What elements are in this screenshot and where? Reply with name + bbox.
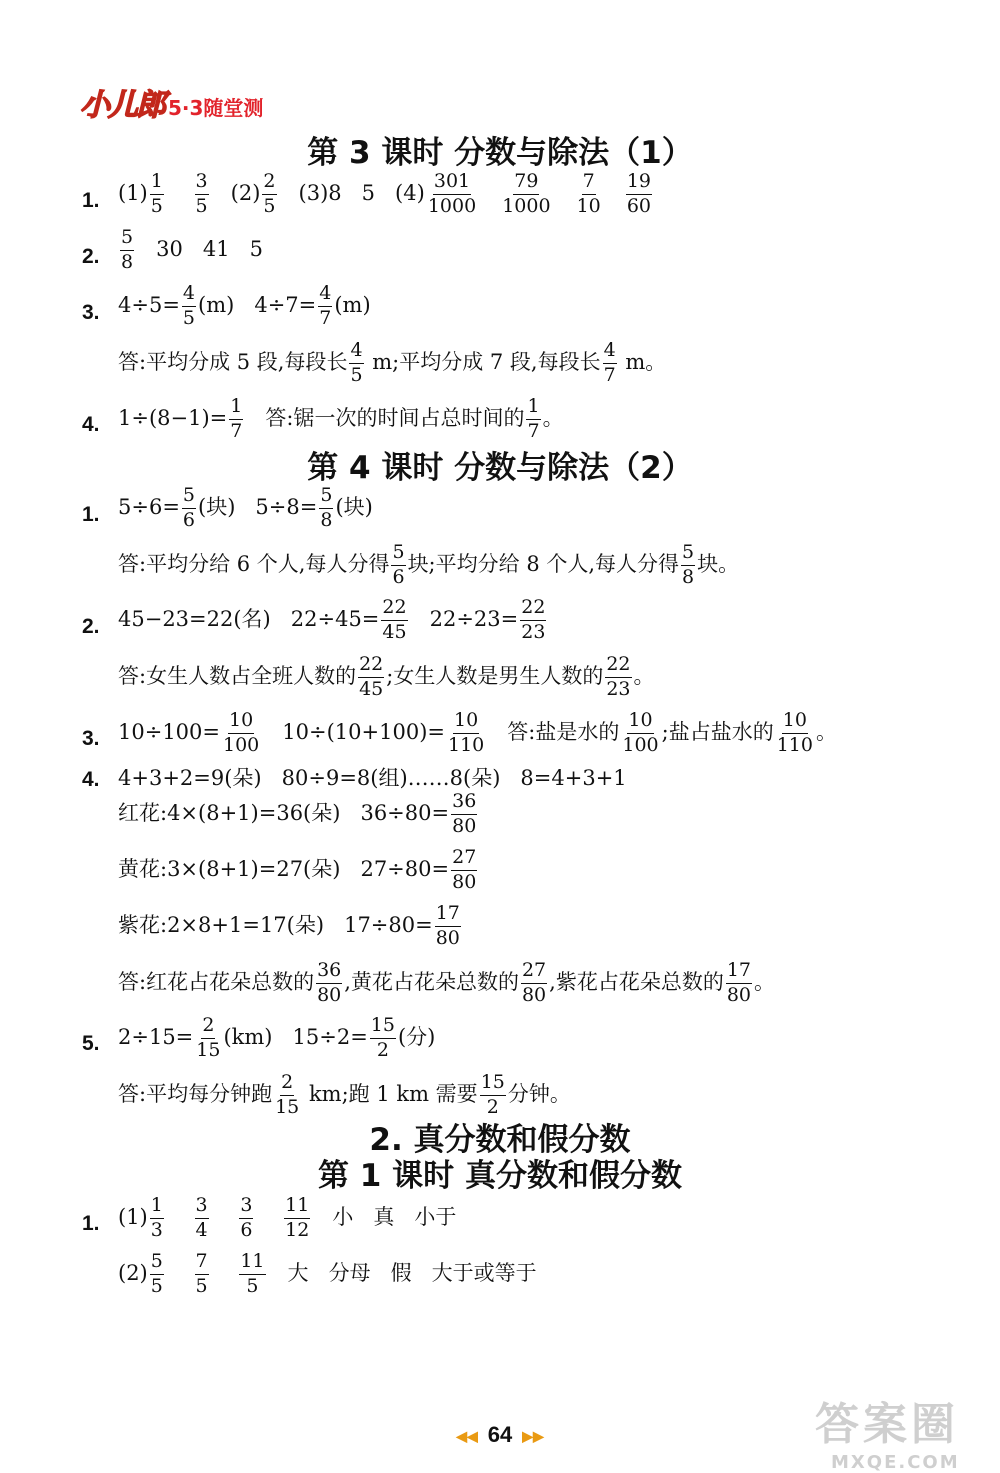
answer-line: (2) $\frac{5}{5}$ $\frac{7}{5}$ $\frac{11}{5}$ 大 分母 假 大于或等于 [118, 1250, 537, 1297]
answer-line: 2÷15= $\frac{2}{15}$ (km) 15÷2= $\frac{15}{2}$ (分) [118, 1014, 436, 1061]
section-title-lesson-4: 第 4 课时 分数与除法（2） [307, 450, 693, 486]
question-number: 2. [82, 245, 100, 268]
brand-name: 小儿郎 [80, 88, 164, 123]
question-number: 3. [82, 301, 100, 324]
question-number: 5. [82, 1032, 100, 1055]
answer-line: 黄花:3×(8+1)=27(朵) 27÷80= $\frac{27}{80}$ [118, 846, 477, 893]
answer-line: 紫花:2×8+1=17(朵) 17÷80= $\frac{17}{80}$ [118, 902, 460, 949]
brand-logo [80, 80, 263, 124]
answer-line: $\frac{5}{8}$ 30 41 5 [121, 226, 263, 273]
question-number: 2. [82, 615, 100, 638]
question-number: 1. [82, 1212, 100, 1235]
answer-line: 45−23=22(名) 22÷45= $\frac{22}{45}$ 22÷23= $\frac{22}{23}$ [118, 596, 546, 643]
next-arrows-icon: ▶▶ [522, 1427, 544, 1444]
answer-line: 5÷6= $\frac{5}{6}$ (块) 5÷8= $\frac{5}{8}$ (块) [118, 484, 373, 531]
answer-line: 10÷100= $\frac{10}{100}$ 10÷(10+100)= $\frac{10}{110}$ 答:盐是水的 $\frac{10}{100}$ ;盐占盐水的 $\frac{10}{110}$ 。 [118, 709, 837, 756]
answer-line: 1÷(8−1)= $\frac{1}{7}$ 答:锯一次的时间占总时间的 $\frac{1}{7}$ 。 [118, 395, 564, 442]
watermark-logo [815, 1388, 960, 1473]
page-number: 64 [487, 1422, 513, 1447]
section-title-lesson-3: 第 3 课时 分数与除法（1） [307, 135, 693, 171]
answer-line: 答:女生人数占全班人数的 $\frac{22}{45}$ ;女生人数是男生人数的 $\frac{22}{23}$ 。 [118, 653, 655, 700]
question-number: 4. [82, 768, 100, 791]
section-title-lesson-1: 第 1 课时 真分数和假分数 [318, 1158, 682, 1194]
answer-line: 答:平均每分钟跑 $\frac{2}{15}$ km;跑 1 km 需要 $\frac{15}{2}$ 分钟。 [118, 1071, 571, 1118]
question-number: 1. [82, 503, 100, 526]
chapter-title: 2. 真分数和假分数 [369, 1122, 631, 1158]
question-number: 1. [82, 189, 100, 212]
answer-line: 4÷5= $\frac{4}{5}$ (m) 4÷7= $\frac{4}{7}$ (m) [118, 282, 371, 329]
answer-line: 答:平均分成 5 段,每段长 $\frac{4}{5}$ m;平均分成 7 段,每段长 $\frac{4}{7}$ m。 [118, 339, 667, 386]
answer-line: (1) $\frac{1}{5}$ $\frac{3}{5}$ (2) $\frac{2}{5}$ (3)8 5 (4) $\frac{301}{1000}$ $\frac{79}{1000}$ $\frac{7}{10}$ $\frac{19}{60}$ [118, 170, 651, 217]
answer-line: (1) $\frac{1}{3}$ $\frac{3}{4}$ $\frac{3}{6}$ $\frac{11}{12}$ 小 真 小于 [118, 1194, 457, 1241]
answer-line: 红花:4×(8+1)=36(朵) 36÷80= $\frac{36}{80}$ [118, 790, 477, 837]
answer-line: 答:红花占花朵总数的 $\frac{36}{80}$ ,黄花占花朵总数的 $\frac{27}{80}$ ,紫花占花朵总数的 $\frac{17}{80}$ 。 [118, 959, 776, 1006]
question-number: 4. [82, 413, 100, 436]
series-name: 5·3随堂测 [168, 96, 264, 120]
watermark-url: MXQE.COM [831, 1452, 960, 1473]
answer-line: 答:平均分给 6 个人,每人分得 $\frac{5}{6}$ 块;平均分给 8 个人,每人分得 $\frac{5}{8}$ 块。 [118, 541, 740, 588]
answer-line: 4+3+2=9(朵) 80÷9=8(组)……8(朵) 8=4+3+1 [118, 766, 627, 790]
question-number: 3. [82, 727, 100, 750]
prev-arrows-icon: ◀◀ [456, 1427, 478, 1444]
watermark-main: 答案圈 [815, 1399, 959, 1450]
